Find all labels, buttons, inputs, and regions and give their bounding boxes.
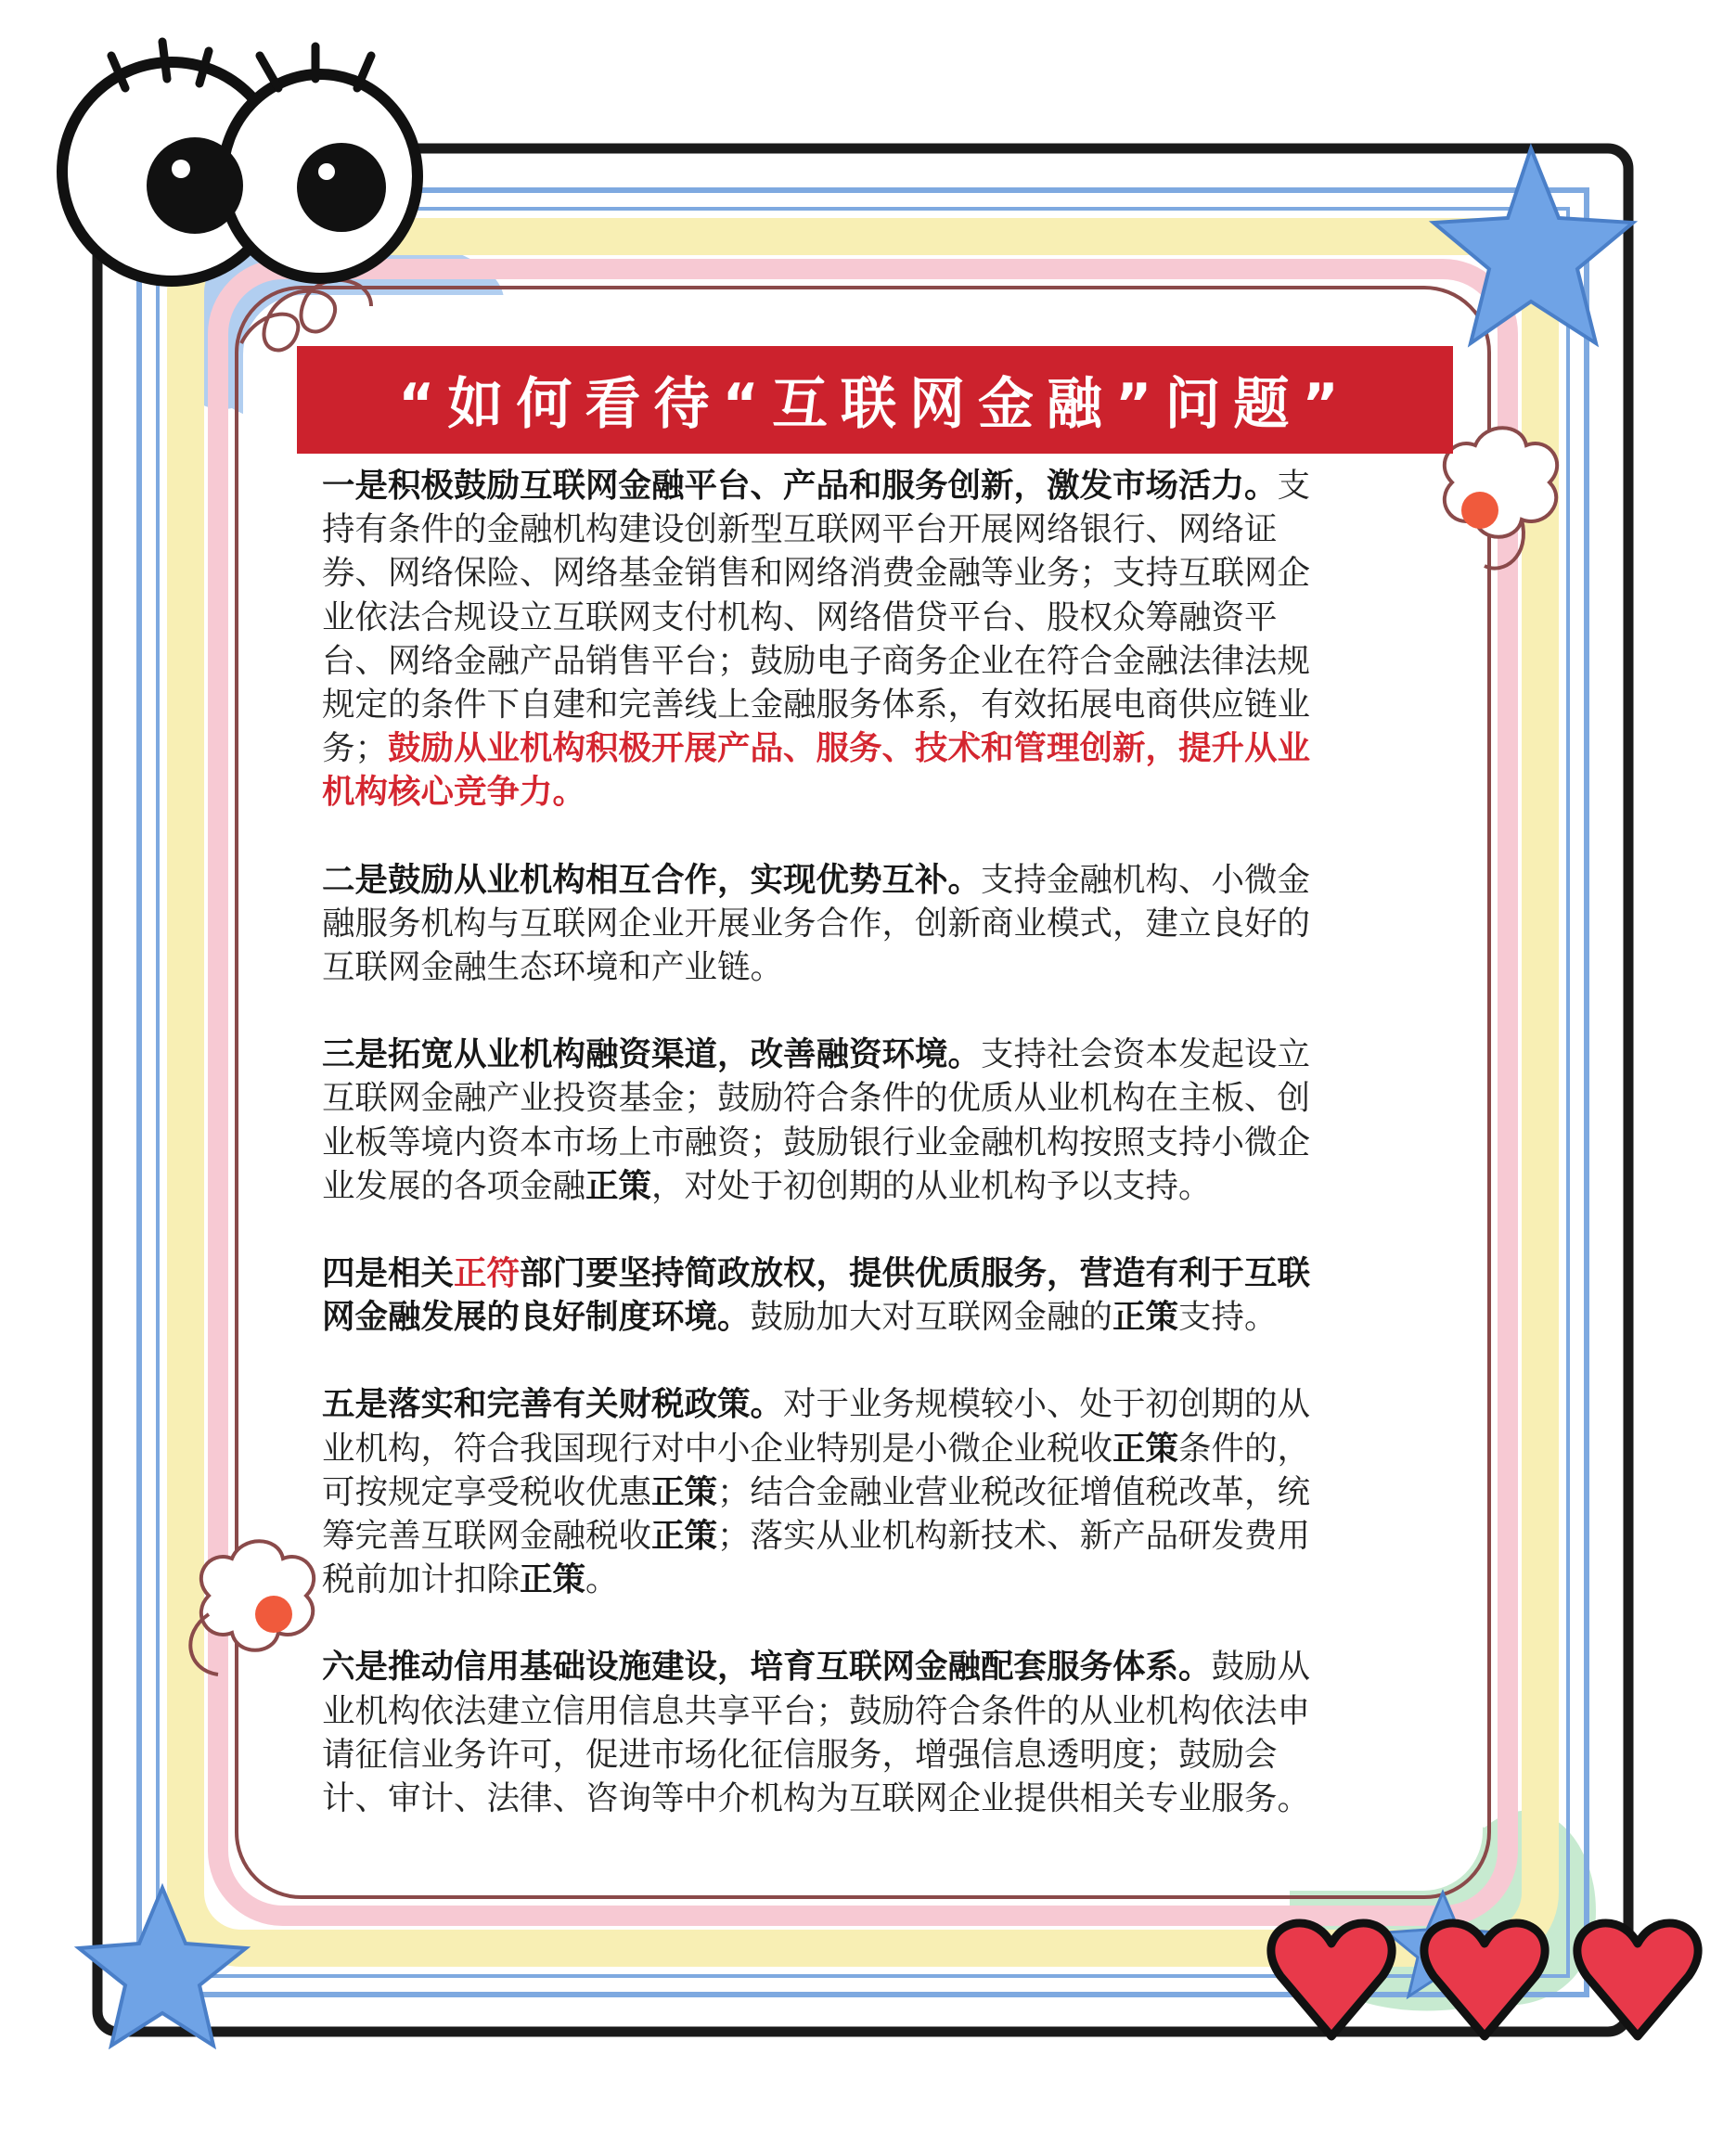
text-line: [322, 1558, 1417, 1601]
text-line: [322, 770, 1417, 814]
body-text: 计、审计、法律、咨询等中介机构为互联网企业提供相关专业服务。: [322, 1779, 1311, 1818]
body-text: 业发展的各项金融: [322, 1166, 586, 1205]
text-line: [322, 507, 1417, 551]
paragraph-2: [322, 858, 1417, 990]
paragraph-1: [322, 464, 1417, 815]
body-text: 支持社会资本发起设立: [981, 1035, 1311, 1074]
body-text: 支持。: [1178, 1298, 1278, 1337]
body-text: 务；: [322, 729, 389, 768]
hearts-decoration: [1271, 1923, 1698, 2036]
text-line: [322, 902, 1417, 945]
bold-text: 正策: [651, 1472, 718, 1511]
body-text: 台、网络金融产品销售平台；鼓励电子商务企业在符合金融法律法规: [322, 641, 1311, 680]
title-banner: [297, 346, 1453, 454]
body-text: 条件的，: [1178, 1429, 1311, 1468]
paragraph-5: [322, 1382, 1417, 1601]
body-text: 融服务机构与互联网企业开展业务合作，创新商业模式，建立良好的: [322, 904, 1311, 943]
body-text: 支持金融机构、小微金: [981, 860, 1311, 899]
body-text: 券、网络保险、网络基金销售和网络消费金融等业务；支持互联网企: [322, 554, 1311, 593]
body-text: 可按规定享受税收优惠: [322, 1472, 652, 1511]
text-line: [322, 464, 1417, 507]
bold-text: 正策: [651, 1517, 718, 1556]
body-text: ，对处于初创期的从业机构予以支持。: [651, 1166, 1212, 1205]
body-text: 税前加计扣除: [322, 1560, 521, 1599]
body-text: 互联网金融产业投资基金；鼓励符合条件的优质从业机构在主板、创: [322, 1079, 1311, 1118]
bold-text: 正策: [1112, 1429, 1179, 1468]
bold-text: 正策: [585, 1166, 652, 1205]
paragraph-4: [322, 1251, 1417, 1339]
bold-text: 部门要坚持简政放权，提供优质服务，营造有利于互联: [520, 1254, 1311, 1293]
body-text: 业机构，符合我国现行对中小企业特别是小微企业税收: [322, 1429, 1113, 1468]
body-text: ；落实从业机构新技术、新产品研发费用: [717, 1517, 1311, 1556]
bold-text: 四是相关: [322, 1254, 455, 1293]
body-text: 。: [585, 1560, 619, 1599]
bold-text: 正策: [520, 1560, 586, 1599]
text-line: [322, 858, 1417, 902]
text-line: [322, 551, 1417, 595]
text-line: [322, 1033, 1417, 1076]
paragraph-3: [322, 1033, 1417, 1208]
text-line: [322, 945, 1417, 989]
page-title: “如何看待“互联网金融”问题”: [398, 372, 1352, 437]
text-line: [322, 596, 1417, 639]
text-line: [322, 1733, 1417, 1777]
text-line: [322, 1251, 1417, 1295]
body-text: ；结合金融业营业税改征增值税改革，统: [717, 1472, 1311, 1511]
bold-text: 三是拓宽从业机构融资渠道，改善融资环境。: [322, 1035, 982, 1074]
text-line: [322, 639, 1417, 683]
body-text: 规定的条件下自建和完善线上金融服务体系，有效拓展电商供应链业: [322, 686, 1311, 725]
body-text: 业依法合规设立互联网支付机构、网络借贷平台、股权众筹融资平: [322, 597, 1278, 636]
text-line: [322, 1514, 1417, 1558]
bold-text: 正策: [1112, 1298, 1179, 1337]
highlight-text: 鼓励从业机构积极开展产品、服务、技术和管理创新，提升从业: [388, 729, 1311, 768]
paragraph-6: [322, 1645, 1417, 1820]
body-text: 鼓励从: [1211, 1648, 1311, 1687]
text-line: [322, 1121, 1417, 1164]
text-line: [322, 1645, 1417, 1688]
text-line: [322, 1689, 1417, 1733]
bold-text: 网金融发展的良好制度环境。: [322, 1298, 751, 1337]
text-line: [322, 1382, 1417, 1426]
document-body: [322, 464, 1417, 1864]
body-text: 互联网金融生态环境和产业链。: [322, 948, 784, 987]
bold-text: 五是落实和完善有关财税政策。: [322, 1385, 784, 1424]
body-text: 对于业务规模较小、处于初创期的从: [783, 1385, 1311, 1424]
highlight-text: 机构核心竞争力。: [322, 773, 586, 812]
text-line: [322, 726, 1417, 770]
eyes-decoration: [62, 42, 418, 281]
text-line: [322, 1470, 1417, 1514]
bold-text: 二是鼓励从业机构相互合作，实现优势互补。: [322, 860, 982, 899]
highlight-text: 正符: [454, 1254, 521, 1293]
body-text: 业板等境内资本市场上市融资；鼓励银行业金融机构按照支持小微企: [322, 1123, 1311, 1161]
body-text: 持有条件的金融机构建设创新型互联网平台开展网络银行、网络证: [322, 510, 1278, 549]
text-line: [322, 1777, 1417, 1820]
body-text: 业机构依法建立信用信息共享平台；鼓励符合条件的从业机构依法申: [322, 1691, 1311, 1730]
text-line: [322, 1295, 1417, 1339]
text-line: [322, 683, 1417, 726]
bold-text: 六是推动信用基础设施建设，培育互联网金融配套服务体系。: [322, 1648, 1212, 1687]
body-text: 请征信业务许可，促进市场化征信服务，增强信息透明度；鼓励会: [322, 1735, 1278, 1774]
text-line: [322, 1164, 1417, 1208]
body-text: 鼓励加大对互联网金融的: [750, 1298, 1113, 1337]
bold-text: 一是积极鼓励互联网金融平台、产品和服务创新，激发市场活力。: [322, 467, 1278, 505]
body-text: 支: [1277, 467, 1311, 505]
text-line: [322, 1427, 1417, 1470]
body-text: 筹完善互联网金融税收: [322, 1517, 652, 1556]
text-line: [322, 1076, 1417, 1120]
